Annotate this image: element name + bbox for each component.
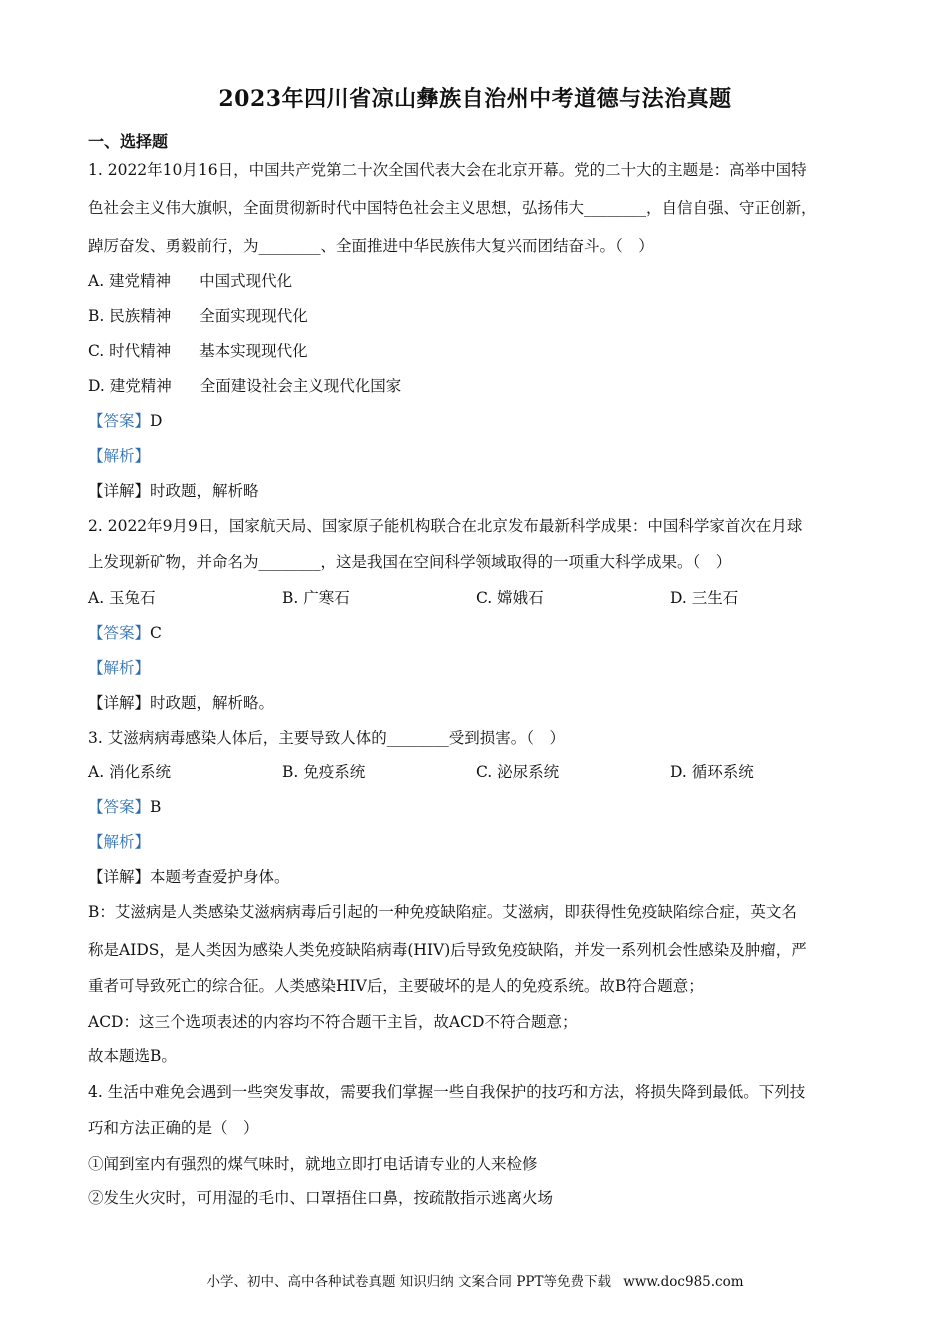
- q4-statement-2: ②发生火灾时，可用湿的毛巾、口罩捂住口鼻，按疏散指示逃离火场: [88, 1189, 554, 1207]
- q4-line-1: 4. 生活中难免会遇到一些突发事故，需要我们掌握一些自我保护的技巧和方法，将损失降到最低。下列技: [88, 1083, 806, 1101]
- q3-analysis: 【解析】: [88, 833, 151, 851]
- q4-line-2: 巧和方法正确的是（ ）: [88, 1119, 259, 1137]
- q4-statement-1: ①闻到室内有强烈的煤气味时，就地立即打电话请专业的人来检修: [88, 1155, 538, 1173]
- q3-explain-5: 故本题选B。: [88, 1047, 177, 1065]
- q2-option-b: B. 广寒石: [282, 589, 350, 607]
- q1-option-c: C. 时代精神 基本实现现代化: [88, 342, 308, 360]
- q3-line-1: 3. 艾滋病病毒感染人体后，主要导致人体的________受到损害。（ ）: [88, 729, 565, 747]
- q2-option-a: A. 玉兔石: [88, 589, 156, 607]
- q3-explain-2: 称是AIDS，是人类因为感染人类免疫缺陷病毒(HIV)后导致免疫缺陷，并发一系列机会性感染及肿瘤，严: [88, 941, 807, 959]
- q1-option-b: B. 民族精神 全面实现现代化: [88, 307, 308, 325]
- q2-option-d: D. 三生石: [670, 589, 739, 607]
- footer-url: www.doc985.com: [623, 1274, 744, 1290]
- q1-answer: 【答案】D: [88, 412, 163, 430]
- q3-explain-4: ACD：这三个选项表述的内容均不符合题干主旨，故ACD不符合题意；: [88, 1013, 578, 1031]
- q3-option-c: C. 泌尿系统: [476, 763, 560, 781]
- q2-line-1: 2. 2022年9月9日，国家航天局、国家原子能机构联合在北京发布最新科学成果：中国科学家首次在月球: [88, 517, 803, 535]
- page-title: 2023年四川省凉山彝族自治州中考道德与法治真题: [218, 86, 732, 112]
- q1-analysis: 【解析】: [88, 447, 151, 465]
- q1-line-3: 踔厉奋发、勇毅前行，为________、全面推进中华民族伟大复兴而团结奋斗。（ ）: [88, 237, 654, 255]
- q3-explain-3: 重者可导致死亡的综合征。人类感染HIV后，主要破坏的是人的免疫系统。故B符合题意；: [88, 977, 704, 995]
- q1-option-d: D. 建党精神 全面建设社会主义现代化国家: [88, 377, 402, 395]
- q3-option-a: A. 消化系统: [88, 763, 172, 781]
- q3-explain-1: B：艾滋病是人类感染艾滋病病毒后引起的一种免疫缺陷症。艾滋病，即获得性免疫缺陷综合症，英文名: [88, 903, 797, 921]
- q2-detail: 【详解】时政题，解析略。: [88, 694, 275, 712]
- q1-option-a: A. 建党精神 中国式现代化: [88, 272, 293, 290]
- q2-option-c: C. 嫦娥石: [476, 589, 544, 607]
- q1-line-2: 色社会主义伟大旗帜，全面贯彻新时代中国特色社会主义思想，弘扬伟大________，自信自强、守正创新，: [88, 199, 817, 217]
- footer-text: 小学、初中、高中各种试卷真题 知识归纳 文案合同 PPT等免费下载: [206, 1274, 611, 1290]
- section-heading: 一、选择题: [88, 132, 169, 151]
- q3-option-d: D. 循环系统: [670, 763, 754, 781]
- q1-line-1: 1. 2022年10月16日，中国共产党第二十次全国代表大会在北京开幕。党的二十大的主题是：高举中国特: [88, 161, 807, 179]
- q3-option-b: B. 免疫系统: [282, 763, 366, 781]
- q2-line-2: 上发现新矿物，并命名为________，这是我国在空间科学领域取得的一项重大科学成果。（ ）: [88, 553, 732, 571]
- q3-detail: 【详解】本题考查爱护身体。: [88, 868, 290, 886]
- q2-answer: 【答案】C: [88, 624, 162, 642]
- q3-answer: 【答案】B: [88, 798, 162, 816]
- page-footer: [0, 1270, 950, 1290]
- q1-detail: 【详解】时政题，解析略: [88, 482, 259, 500]
- q2-analysis: 【解析】: [88, 659, 151, 677]
